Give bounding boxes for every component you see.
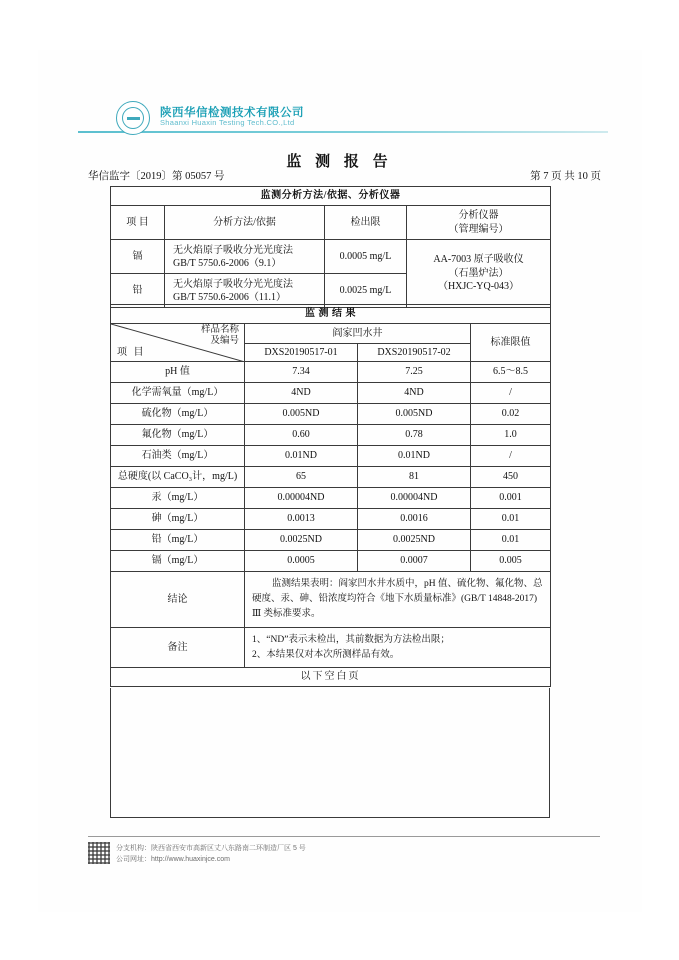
col-header-instrument-line2: （管理编号）: [448, 223, 509, 235]
table-row: [111, 404, 551, 425]
result-standard: 450: [471, 467, 551, 488]
result-standard: 0.02: [471, 404, 551, 425]
result-standard: 0.005: [471, 551, 551, 572]
corner-label-item: 项 目: [117, 346, 146, 358]
result-item: 镉（mg/L）: [111, 551, 245, 572]
table-row: [111, 425, 551, 446]
result-value-2: 0.0025ND: [358, 530, 471, 551]
result-value-2: 0.0016: [358, 509, 471, 530]
result-item: 硫化物（mg/L）: [111, 404, 245, 425]
result-item: 石油类（mg/L）: [111, 446, 245, 467]
qr-code-icon: [88, 842, 110, 864]
conclusion-text: 监测结果表明：阎家凹水井水质中，pH 值、硫化物、氟化物、总硬度、汞、砷、铅浓度均符合《地下水质量标准》(GB/T 14848-2017) Ⅲ 类标准要求。: [245, 572, 551, 628]
blank-area: [110, 688, 550, 818]
page-title: 监 测 报 告: [286, 154, 393, 170]
instrument-line-2: （石墨炉法）: [448, 267, 509, 279]
method-line-2: GB/T 5750.6-2006（9.1）: [173, 257, 282, 269]
standard-col-header: 标准限值: [471, 324, 551, 362]
col-header-limit: 检出限: [325, 206, 407, 240]
method-row-method: [165, 240, 325, 274]
sample-id-1: DXS20190517-01: [245, 343, 358, 362]
result-standard: 0.01: [471, 509, 551, 530]
table-row: [111, 206, 551, 240]
circular-logo-icon: [116, 101, 150, 135]
footer-website: 公司网址：http://www.huaxinjce.com: [116, 855, 230, 863]
result-value-1: 0.0025ND: [245, 530, 358, 551]
result-item: 总硬度(以 CaCO₃计，mg/L): [111, 467, 245, 488]
table-row: [111, 551, 551, 572]
conclusion-label: 结论: [111, 572, 245, 628]
method-row-method: [165, 274, 325, 308]
result-standard: 1.0: [471, 425, 551, 446]
result-item: 砷（mg/L）: [111, 509, 245, 530]
table-row: [111, 509, 551, 530]
result-standard: /: [471, 446, 551, 467]
method-row-item: 镉: [111, 240, 165, 274]
result-value-2: 0.005ND: [358, 404, 471, 425]
table-row: [111, 383, 551, 404]
result-value-2: 4ND: [358, 383, 471, 404]
table-row: [111, 187, 551, 206]
letterhead-rule: [78, 131, 608, 133]
table-row: [111, 530, 551, 551]
result-value-1: 0.60: [245, 425, 358, 446]
table-row: [111, 362, 551, 383]
result-item: 氟化物（mg/L）: [111, 425, 245, 446]
table-row: [111, 324, 551, 344]
result-value-1: 7.34: [245, 362, 358, 383]
method-row-limit: 0.0005 mg/L: [325, 240, 407, 274]
instrument-cell: [407, 240, 551, 308]
end-of-content-note: 以下空白页: [111, 668, 551, 687]
remark-line-1: 1、“ND”表示未检出，其前数据为方法检出限；: [252, 634, 450, 645]
remark-text: [245, 628, 551, 668]
method-row-limit: 0.0025 mg/L: [325, 274, 407, 308]
table-row: [111, 240, 551, 274]
result-item: 化学需氧量（mg/L）: [111, 383, 245, 404]
result-item: pH 值: [111, 362, 245, 383]
results-table: [110, 304, 551, 687]
result-value-1: 0.005ND: [245, 404, 358, 425]
table-row: [111, 668, 551, 687]
result-item: 铅（mg/L）: [111, 530, 245, 551]
result-value-1: 0.0013: [245, 509, 358, 530]
instrument-line-3: （HXJC-YQ-043）: [437, 281, 520, 293]
results-band-title: 监 测 结 果: [111, 305, 551, 324]
instrument-line-1: AA-7003 原子吸收仪: [433, 254, 524, 266]
result-value-1: 0.0005: [245, 551, 358, 572]
result-value-2: 0.0007: [358, 551, 471, 572]
col-header-instrument-line1: 分析仪器: [458, 210, 499, 221]
remark-label: 备注: [111, 628, 245, 668]
sample-name: 阎家凹水井: [245, 324, 471, 344]
result-standard: /: [471, 383, 551, 404]
method-line-2: GB/T 5750.6-2006（11.1）: [173, 291, 287, 303]
sample-id-2: DXS20190517-02: [358, 343, 471, 362]
col-header-method: 分析方法/依据: [165, 206, 325, 240]
result-standard: 0.001: [471, 488, 551, 509]
corner-header-cell: [111, 324, 245, 362]
corner-label-line2: 及编号: [210, 336, 239, 347]
result-value-2: 0.78: [358, 425, 471, 446]
table-row: [111, 488, 551, 509]
col-header-instrument: [407, 206, 551, 240]
document-number: 华信监字〔2019〕第 05057 号: [88, 171, 225, 182]
col-header-item: 项 目: [111, 206, 165, 240]
table-row: [111, 305, 551, 324]
table-row: [111, 572, 551, 628]
result-value-2: 0.01ND: [358, 446, 471, 467]
footer-address: 分支机构：陕西省西安市高新区丈八东路南二环制造厂区 5 号: [116, 845, 306, 852]
table-row: [111, 467, 551, 488]
remark-line-2: 2、本结果仅对本次所测样品有效。: [252, 649, 400, 660]
method-row-item: 铅: [111, 274, 165, 308]
result-value-2: 7.25: [358, 362, 471, 383]
result-value-1: 4ND: [245, 383, 358, 404]
method-line-1: 无火焰原子吸收分光光度法: [173, 244, 293, 256]
letterhead: [78, 105, 608, 145]
result-standard: 6.5～8.5: [471, 362, 551, 383]
company-name-cn: 陕西华信检测技术有限公司: [160, 107, 304, 119]
result-standard: 0.01: [471, 530, 551, 551]
table-row: [111, 446, 551, 467]
result-item: 汞（mg/L）: [111, 488, 245, 509]
result-value-1: 0.01ND: [245, 446, 358, 467]
page-number: 第 7 页 共 10 页: [530, 171, 601, 182]
company-name-en: Shaanxi Huaxin Testing Tech.CO.,Ltd: [160, 118, 295, 127]
result-value-2: 0.00004ND: [358, 488, 471, 509]
footer-rule: [88, 836, 600, 837]
corner-label-line1: 样品名称: [200, 325, 239, 335]
methods-table: [110, 186, 551, 308]
result-value-1: 65: [245, 467, 358, 488]
table-row: [111, 628, 551, 668]
result-value-1: 0.00004ND: [245, 488, 358, 509]
method-line-1: 无火焰原子吸收分光光度法: [173, 278, 293, 290]
methods-band-title: 监测分析方法/依据、分析仪器: [111, 187, 551, 206]
result-value-2: 81: [358, 467, 471, 488]
